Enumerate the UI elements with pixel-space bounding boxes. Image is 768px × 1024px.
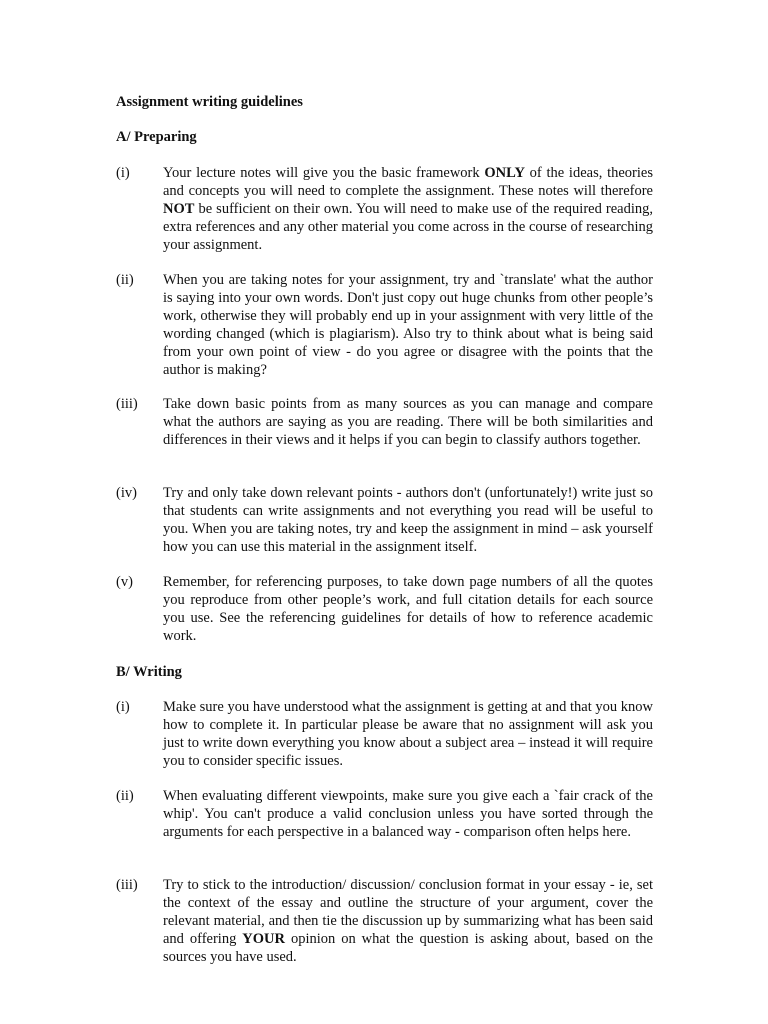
item-number: (iii) — [116, 396, 138, 412]
item-text — [163, 395, 653, 449]
item-text — [163, 164, 653, 254]
item-number: (iv) — [116, 485, 137, 501]
item-number: (ii) — [116, 272, 134, 288]
text-part: be sufficient on their own. You will need to make use of the required reading, extra references and any other material you come across in the course of researching your assignment. — [163, 201, 653, 253]
item-text — [163, 573, 653, 645]
item-text — [163, 271, 653, 379]
item-text — [163, 876, 653, 966]
text-part: Your lecture notes will give you the basic framework — [163, 165, 485, 181]
emphasis-text: ONLY — [484, 165, 525, 181]
text-part: Try to stick to the introduction/ discussion/ conclusion format in your essay - ie, set the context of the essay and outline the structure of your argument, cover the relevant material, and then tie the discussion up by summarizing what has been said and offering — [163, 877, 653, 947]
item-text — [163, 787, 653, 841]
text-part: When you are taking notes for your assignment, try and `translate' what the author is saying into your own words. Don't just copy out huge chunks from other people’s work, otherwise they will probably end up in your assignment with very little of the wording changed (which is plagiarism). Also try to think about what is being said from your own point of view - do you agree or disagree with the points that the author is making? — [163, 272, 653, 378]
item-number: (i) — [116, 699, 130, 715]
text-part: opinion on what the question is asking about, based on the sources you have used. — [163, 931, 653, 965]
section-heading-preparing: A/ Preparing — [116, 129, 197, 145]
emphasis-text: YOUR — [242, 931, 285, 947]
item-text — [163, 698, 653, 770]
item-number: (iii) — [116, 877, 138, 893]
item-number: (v) — [116, 574, 133, 590]
text-part: of the ideas, theories and concepts you will need to complete the assignment. These notes will therefore — [163, 165, 653, 199]
text-part: Take down basic points from as many sources as you can manage and compare what the authors are saying as you are reading. There will be both similarities and differences in their views and it helps if you can begin to classify authors together. — [163, 396, 653, 448]
text-part: Remember, for referencing purposes, to take down page numbers of all the quotes you reproduce from other people’s work, and full citation details for each source you use. See the referencing guidelines for details of how to reference academic work. — [163, 574, 653, 644]
item-number: (i) — [116, 165, 130, 181]
document-title: Assignment writing guidelines — [116, 94, 303, 110]
text-part: Try and only take down relevant points - authors don't (unfortunately!) write just so that students can write assignments and not everything you read will be useful to you. When you are taking notes, try and keep the assignment in mind – ask yourself how you can use this material in the assignment itself. — [163, 485, 653, 555]
item-number: (ii) — [116, 788, 134, 804]
text-part: Make sure you have understood what the assignment is getting at and that you know how to complete it. In particular please be aware that no assignment will ask you just to write down everything you know about a subject area – instead it will require you to consider specific issues. — [163, 699, 653, 769]
text-part: When evaluating different viewpoints, make sure you give each a `fair crack of the whip'. You can't produce a valid conclusion unless you have sorted through the arguments for each perspective in a balanced way - comparison often helps here. — [163, 788, 653, 840]
section-heading-writing: B/ Writing — [116, 664, 182, 680]
emphasis-text: NOT — [163, 201, 195, 217]
item-text — [163, 484, 653, 556]
